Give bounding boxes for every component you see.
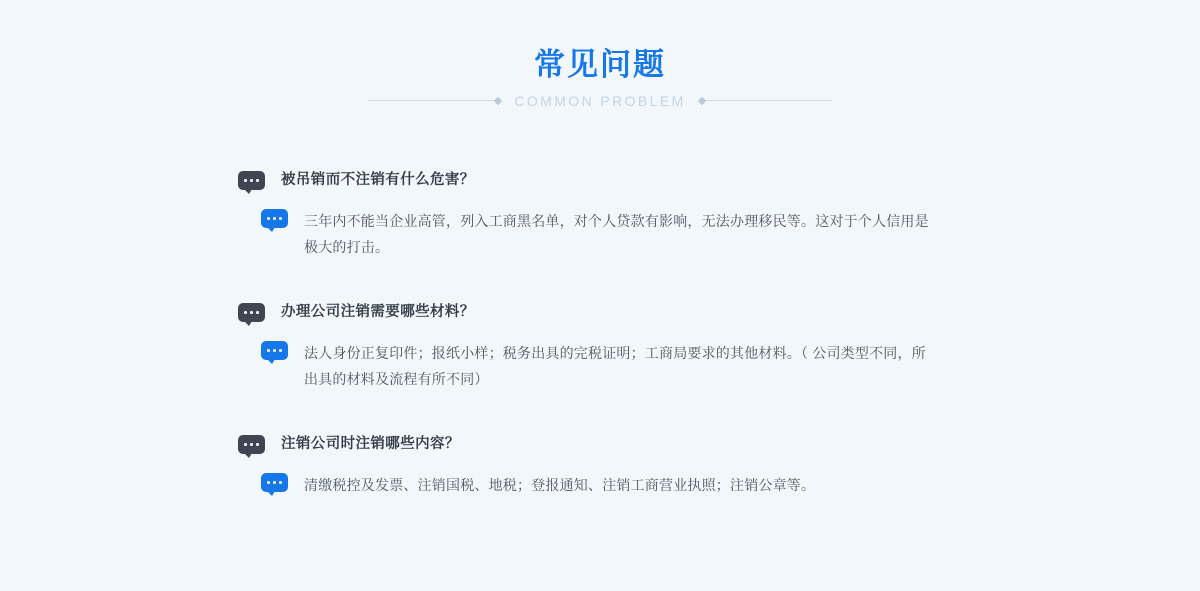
speech-bubble-icon bbox=[261, 473, 288, 492]
speech-bubble-icon bbox=[261, 209, 288, 228]
faq-answer-text: 法人身份正复印件；报纸小样；税务出具的完税证明；工商局要求的其他材料。（ 公司类型不同，所出具的材料及流程有所不同） bbox=[304, 345, 926, 387]
list-item bbox=[238, 302, 938, 392]
faq-question-text: 被吊销而不注销有什么危害？ bbox=[281, 172, 475, 188]
faq-question-text: 办理公司注销需要哪些材料？ bbox=[281, 304, 475, 320]
speech-bubble-icon bbox=[238, 303, 265, 322]
faq-answer-text: 清缴税控及发票、注销国税、地税；登报通知、注销工商营业执照；注销公章等。 bbox=[304, 477, 816, 493]
faq-question-row[interactable] bbox=[238, 302, 938, 323]
list-item bbox=[238, 170, 938, 260]
speech-bubble-icon bbox=[238, 435, 265, 454]
page-title: 常见问题 bbox=[534, 47, 666, 82]
speech-bubble-icon bbox=[261, 341, 288, 360]
faq-question-row[interactable] bbox=[238, 170, 938, 191]
faq-question-row[interactable] bbox=[238, 434, 938, 455]
faq-answer-text: 三年内不能当企业高管，列入工商黑名单，对个人贷款有影响，无法办理移民等。这对于个人信用是极大的打击。 bbox=[304, 213, 929, 255]
divider-left bbox=[368, 100, 498, 101]
divider-right bbox=[702, 100, 832, 101]
faq-answer-row bbox=[238, 472, 938, 498]
page-subtitle: COMMON PROBLEM bbox=[514, 92, 686, 109]
list-item bbox=[238, 434, 938, 498]
speech-bubble-icon bbox=[238, 171, 265, 190]
page-subtitle-row bbox=[0, 93, 1200, 109]
faq-question-text: 注销公司时注销哪些内容？ bbox=[281, 436, 460, 452]
faq-answer-row bbox=[238, 340, 938, 392]
faq-answer-row bbox=[238, 208, 938, 260]
page-header bbox=[0, 0, 1200, 109]
faq-list bbox=[238, 170, 938, 498]
